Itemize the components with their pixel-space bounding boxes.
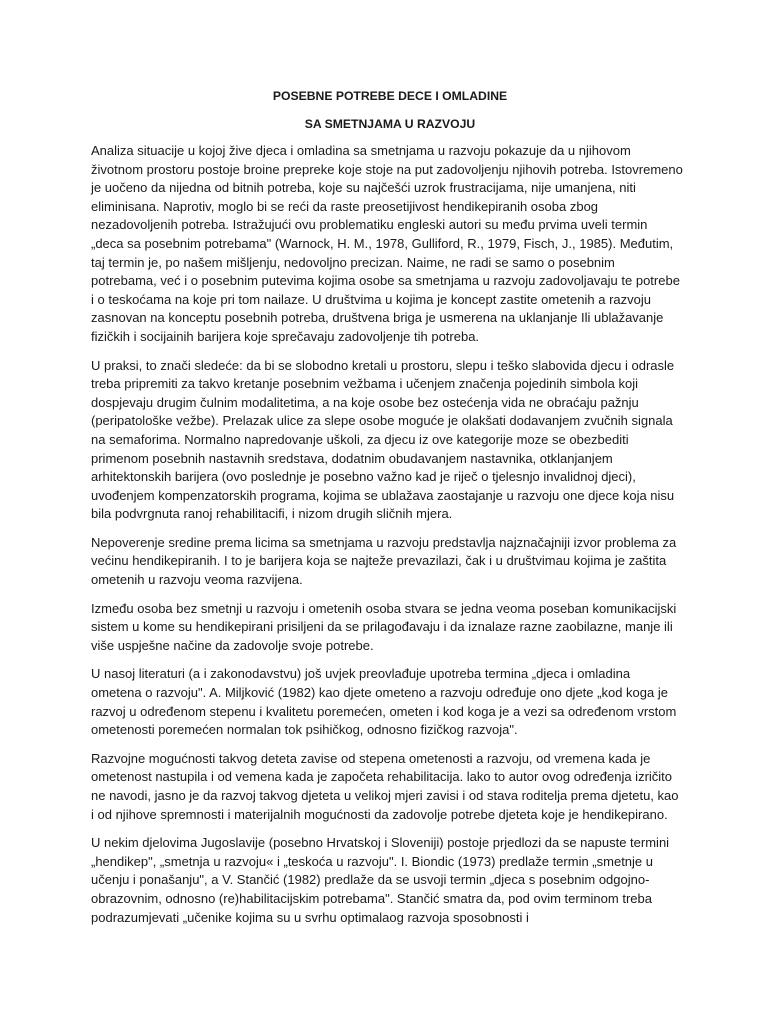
paragraph: Razvojne mogućnosti takvog deteta zavise od stepena ometenosti a razvoju, od vremena kada je ometenost nastupila i od vemena kada je započeta rehabilitacija. lako to autor ovog određenja izričito ne navodi, jasno je da razvoj takvog djeteta u velikoj mjeri zavisi i od stava roditelja prema djetetu, kao i od njihove spremnosti i materijalnih mogućnosti da zadovolje potrebe djeteta koje je hendikepirano. <box>91 750 679 822</box>
document-subtitle: SA SMETNJAMA U RAZVOJU <box>304 117 476 131</box>
paragraph: U praksi, to znači sledeće: da bi se slobodno kretali u prostoru, slepu i teško slabovida djecu i odrasle treba pripremiti za takvo kretanje posebnim vežbama i učenjem značenja pojedinih simbola koji dospjevaju drugim čulnim modalitetima, a na koje osobe bez ostećenja vida ne obraćaju pažnju (peripatološke vežbe). Prelazak ulice za slepe osobe moguće je olakšati dodavanjem zvučnih signala na semaforima. Normalno napredovanje uškoli, za djecu iz ove kategorije moze se obezbediti primenom posebnih nastavnih sredstava, dodatnim obudavanjem nastavnika, otklanjanjem arhitektonskih barijera (ovo poslednje je posebno važno kad je riječ o tjelesnjo invalidnoj djeci), uvođenjem kompenzatorskih programa, kojima se ublažava zaostajanje u razvoju one djece koja nisu bila podvrgnuta ranoj rehabilitacifi, i nizom drugih sličnih mjera. <box>91 357 675 522</box>
paragraph: U nekim djelovima Jugoslavije (posebno Hrvatskoj i Sloveniji) postoje prjedlozi da se napuste termini „hendikep", „smetnja u razvoju« i „teskoća u razvoju". I. Biondic (1973) predlaže termin „smetnje u učenju i ponašanju", a V. Stančić (1982) predlaže da se usvoji termin „djeca s posebnim odgojno-obrazovnim, odnosno (re)habilitacijskim potrebama". Stančić smatra da, pod ovim terminom treba podrazumjevati „učenike kojima su u svrhu optimalaog razvoja sposobnosti i <box>91 835 670 925</box>
paragraph: U nasoj literaturi (a i zakonodavstvu) još uvjek preovlađuje upotreba termina „djeca i omladina ometena o razvoju". A. Miljković (1982) kao djete ometeno a razvoju određuje ono djete „kod koga je razvoj u određenom stepenu i kvalitetu poremećen, ometen i kod koga je a vezi sa određenom vrstom ometenosti poremećen normalan tok psihičkog, odnosno fizičkog razvoja". <box>91 666 677 738</box>
document-body <box>91 88 683 937</box>
paragraph: Nepoverenje sredine prema licima sa smetnjama u razvoju predstavlja najznačajniji izvor problema za većinu hendikepiranih. I to je barijera koja se najteže prevazilazi, čak i u društvimau kojima je zaštita ometenih u razvoju veoma razvijena. <box>91 534 677 588</box>
paragraph: Između osoba bez smetnji u razvoju i ometenih osoba stvara se jedna veoma poseban komunikacijski sistem u kome su hendikepirani prisiljeni da se prilagođavaju i da iznalaze razne zaobilazne, manje ili više uspješne načine da zadovolje svoje potrebe. <box>91 600 677 653</box>
paragraph: Analiza situacije u kojoj žive djeca i omladina sa smetnjama u razvoju pokazuje da u njihovom životnom prostoru postoje broine prepreke koje stoje na put zadovoljenju njihovih potreba. Istovremeno je uočeno da nijedna od bitnih potreba, koje su najčešći uzrok frustracijama, nije umanjena, niti eliminisana. Naprotiv, moglo bi se reći da raste preosetijivost hendikepiranih osoba zbog nezadovoljenih potreba. Istražujući ovu problematiku engleski autori su među prvima uveli termin „deca sa posebnim potrebama" (Warnock, H. M., 1978, Gulliford, R., 1979, Fisch, J., 1985). Međutim, taj termin je, po našem mišljenju, nedovoljno precizan. Naime, ne radi se samo o posebnim potrebama, već i o posebnim putevima kojima osobe sa smetnjama u razvoju zadovoljavaju te potrebe i o teskoćama na koje pri tom nailaze. U društvima u kojima je koncept zastite ometenih a razvoju zasnovan na konceptu posebnih potreba, društvena briga je usmerena na uklanjanje Ili ublažavanje fizičkih i socijainih barijera koje sprečavaju zadovoljenje tih potreba. <box>91 143 683 344</box>
document-title: POSEBNE POTREBE DECE I OMLADINE <box>272 89 508 103</box>
